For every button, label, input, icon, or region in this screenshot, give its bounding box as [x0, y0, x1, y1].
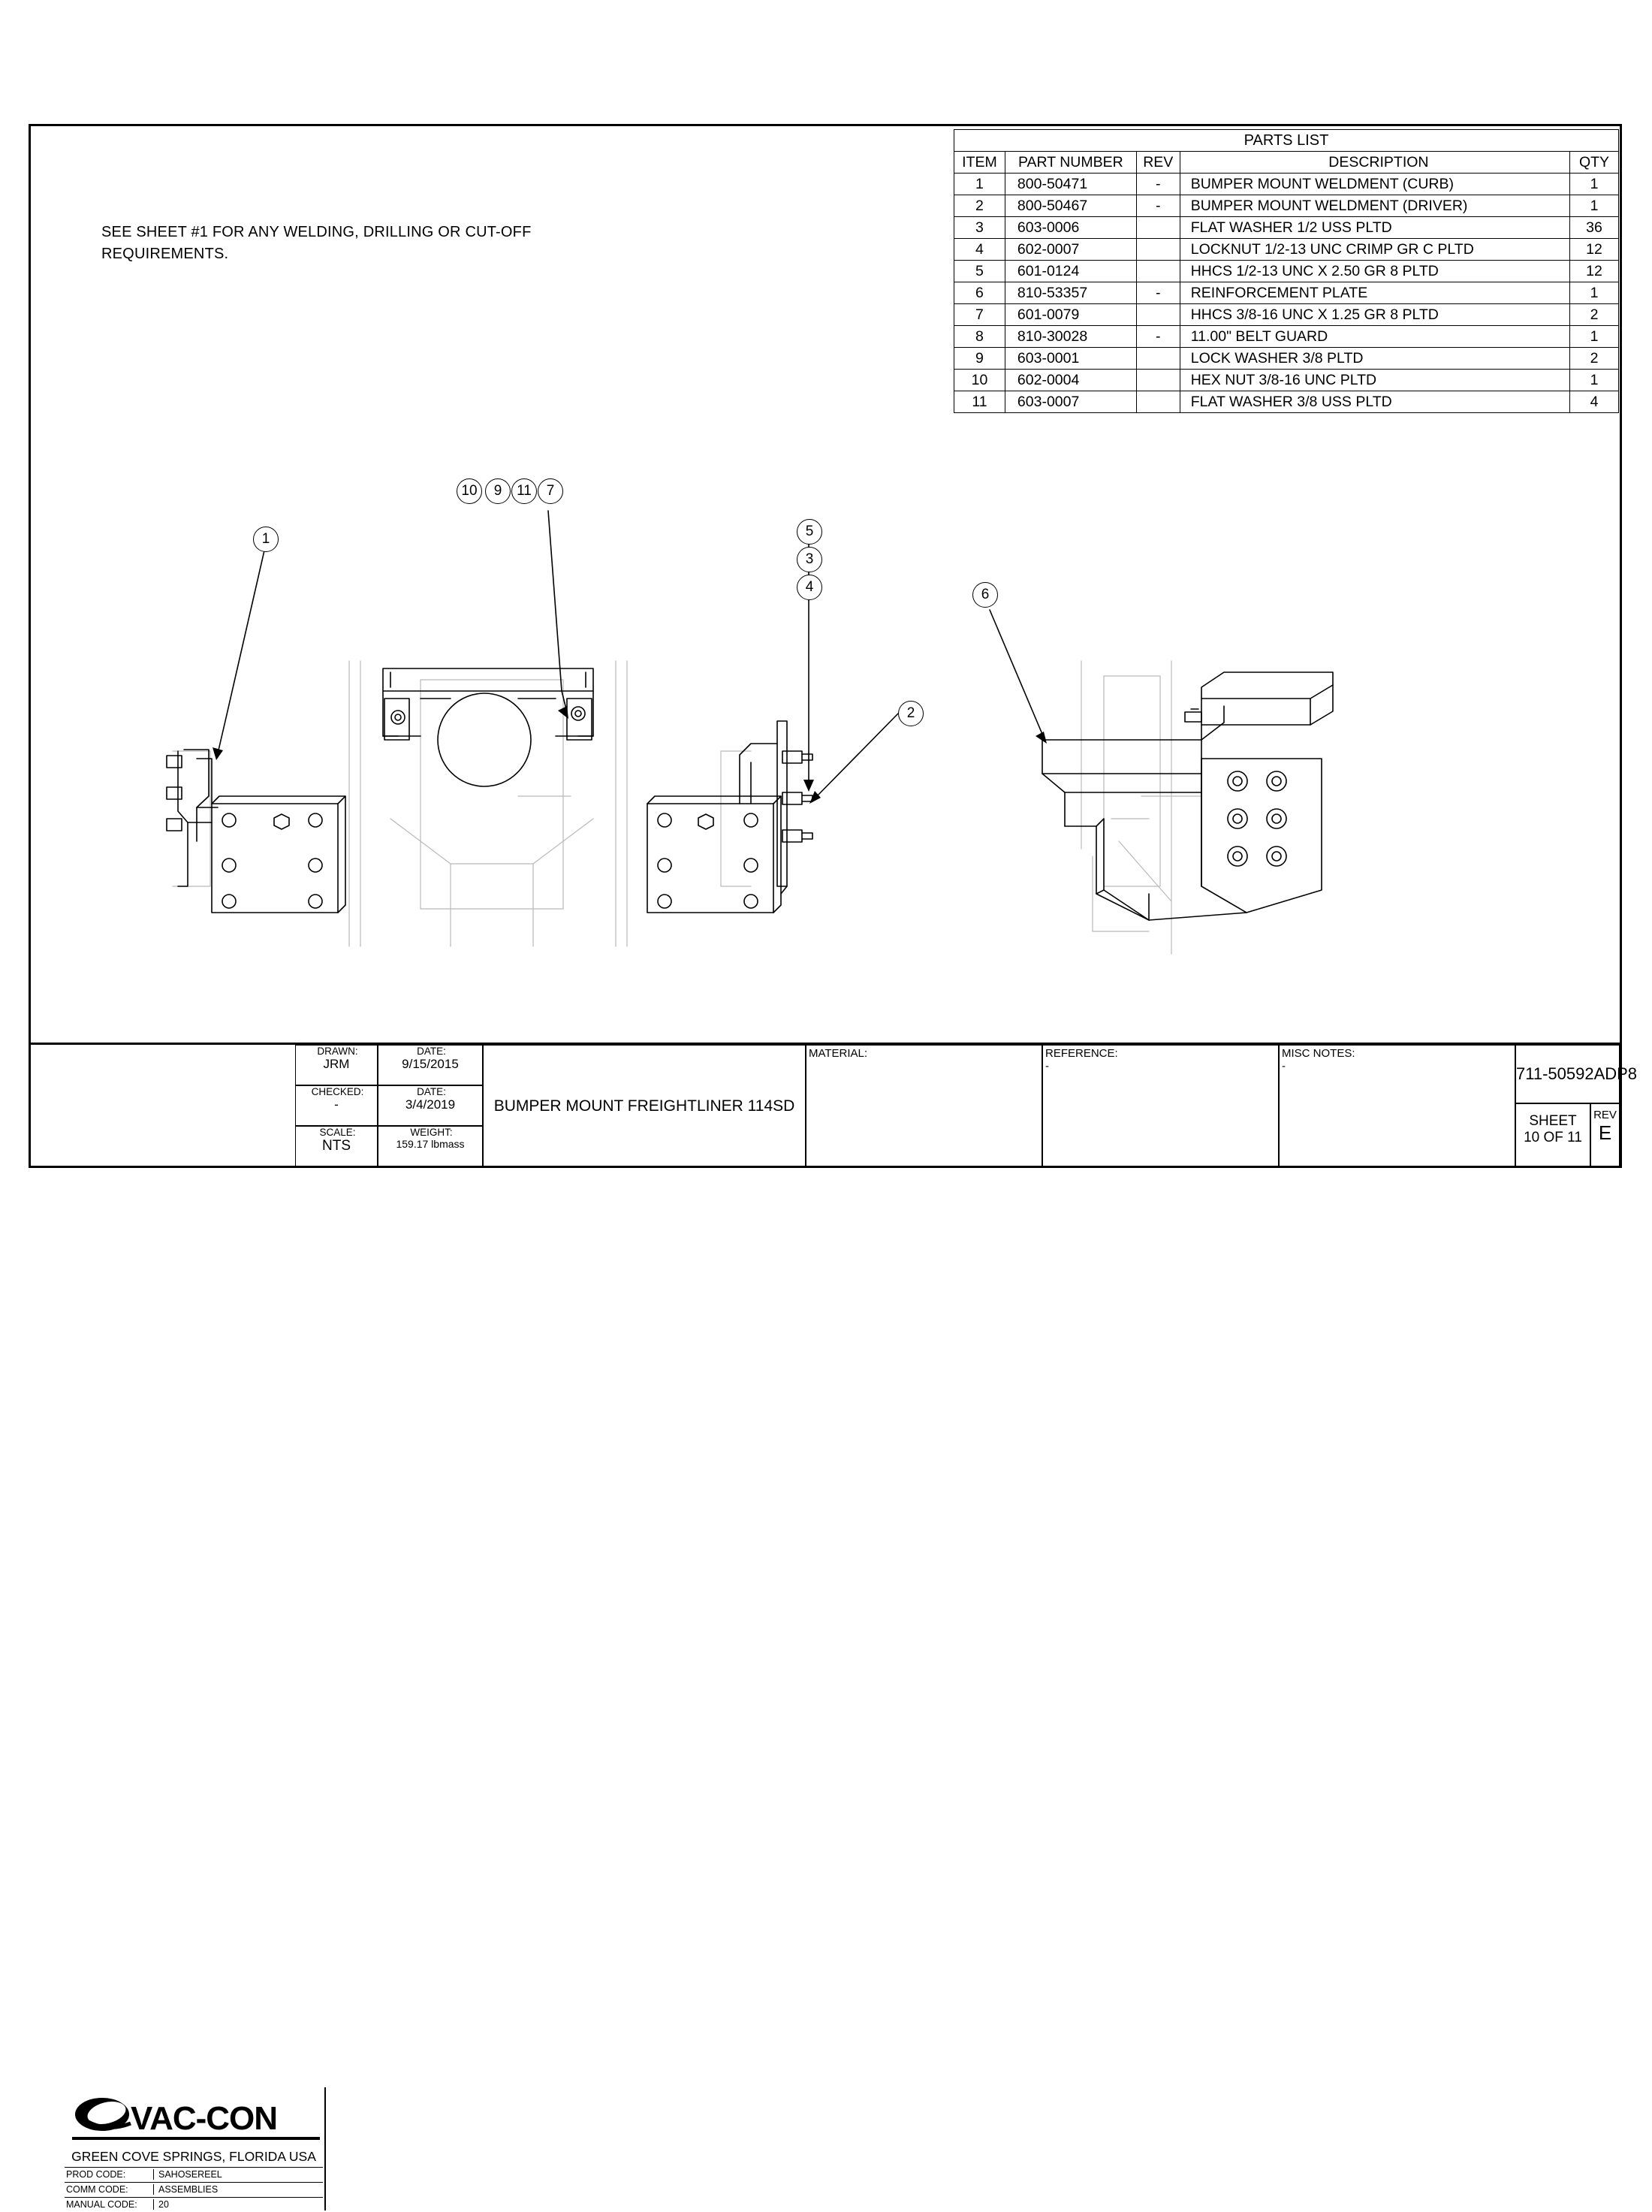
cell-part-number: 602-0007	[1005, 239, 1136, 261]
cell-rev	[1136, 304, 1180, 326]
comm-code-row	[65, 2182, 323, 2197]
weight-cell	[378, 1126, 483, 1168]
cell-part-number: 810-30028	[1005, 326, 1136, 348]
vac-con-logo-icon	[72, 2095, 320, 2144]
column-header-rev: REV	[1136, 152, 1180, 174]
drawn-by-value: JRM	[323, 1057, 350, 1071]
balloon-item-10[interactable]: 10	[457, 478, 482, 504]
table-row	[954, 217, 1619, 239]
cell-part-number: 601-0079	[1005, 304, 1136, 326]
title-block	[31, 1043, 1638, 2210]
parts-list-table	[954, 129, 1619, 413]
cell-description: HHCS 1/2-13 UNC X 2.50 GR 8 PLTD	[1180, 261, 1569, 282]
cell-part-number: 603-0001	[1005, 348, 1136, 370]
cell-part-number: 800-50467	[1005, 195, 1136, 217]
table-row	[954, 239, 1619, 261]
company-logo-block	[62, 2087, 326, 2210]
balloon-item-11[interactable]: 11	[511, 478, 537, 504]
cell-item: 3	[954, 217, 1005, 239]
cell-item: 5	[954, 261, 1005, 282]
parts-list-title-row	[954, 130, 1619, 152]
checked-by-cell	[295, 1085, 378, 1126]
balloon-item-1[interactable]: 1	[253, 527, 279, 552]
cell-description: REINFORCEMENT PLATE	[1180, 282, 1569, 304]
balloon-item-3[interactable]: 3	[797, 547, 822, 572]
sheet-label: SHEET	[1529, 1113, 1577, 1129]
comm-code-value: ASSEMBLIES	[153, 2184, 324, 2195]
cell-item: 11	[954, 391, 1005, 413]
reference-cell	[1042, 1045, 1279, 1168]
table-row	[954, 304, 1619, 326]
prod-code-label: PROD CODE:	[66, 2169, 126, 2180]
cell-qty: 1	[1570, 195, 1619, 217]
drawn-date-cell	[378, 1045, 483, 1085]
scale-label: SCALE:	[319, 1127, 356, 1138]
cell-description: LOCKNUT 1/2-13 UNC CRIMP GR C PLTD	[1180, 239, 1569, 261]
cell-qty: 12	[1570, 239, 1619, 261]
prod-code-row	[65, 2167, 323, 2182]
column-header-part-number: PART NUMBER	[1005, 152, 1136, 174]
manual-code-value: 20	[153, 2199, 324, 2210]
weight-value: 159.17 lbmass	[396, 1138, 465, 1150]
table-row	[954, 261, 1619, 282]
cell-part-number: 602-0004	[1005, 370, 1136, 391]
column-header-description: DESCRIPTION	[1180, 152, 1569, 174]
cell-description: BUMPER MOUNT WELDMENT (DRIVER)	[1180, 195, 1569, 217]
cell-rev: -	[1136, 282, 1180, 304]
table-row	[954, 326, 1619, 348]
checked-date-cell	[378, 1085, 483, 1126]
parts-list-title: PARTS LIST	[954, 130, 1619, 152]
balloon-item-6[interactable]: 6	[972, 582, 998, 608]
balloon-item-2[interactable]: 2	[898, 701, 924, 726]
cell-qty: 1	[1570, 282, 1619, 304]
cell-description: BUMPER MOUNT WELDMENT (CURB)	[1180, 174, 1569, 195]
cell-part-number: 601-0124	[1005, 261, 1136, 282]
cell-qty: 1	[1570, 370, 1619, 391]
checked-date-value: 3/4/2019	[405, 1097, 456, 1112]
cell-rev	[1136, 370, 1180, 391]
sheet-note: SEE SHEET #1 FOR ANY WELDING, DRILLING OR CUT-OFF REQUIREMENTS.	[101, 224, 532, 262]
scale-value: NTS	[322, 1138, 351, 1154]
table-row	[954, 195, 1619, 217]
drawn-by-cell	[295, 1045, 378, 1085]
misc-notes-cell	[1279, 1045, 1515, 1168]
scale-cell	[295, 1126, 378, 1168]
cell-description: HHCS 3/8-16 UNC X 1.25 GR 8 PLTD	[1180, 304, 1569, 326]
svg-text:VAC-CON: VAC-CON	[131, 2100, 278, 2137]
checked-by-label: CHECKED:	[311, 1086, 364, 1097]
cell-qty: 36	[1570, 217, 1619, 239]
cell-item: 10	[954, 370, 1005, 391]
column-header-item: ITEM	[954, 152, 1005, 174]
balloon-item-9[interactable]: 9	[485, 478, 511, 504]
cell-item: 9	[954, 348, 1005, 370]
table-row	[954, 174, 1619, 195]
revision-value: E	[1598, 1121, 1612, 1144]
drawing-title: BUMPER MOUNT FREIGHTLINER 114SD	[493, 1097, 795, 1115]
misc-notes-value: -	[1282, 1060, 1286, 1073]
balloon-item-4[interactable]: 4	[797, 575, 822, 600]
balloon-item-7[interactable]: 7	[538, 478, 563, 504]
drawing-title-cell	[483, 1045, 806, 1168]
manual-code-label: MANUAL CODE:	[66, 2199, 137, 2210]
parts-list-header-row	[954, 152, 1619, 174]
balloon-item-5[interactable]: 5	[797, 519, 822, 545]
table-row	[954, 370, 1619, 391]
cell-rev: -	[1136, 174, 1180, 195]
revision-cell	[1590, 1103, 1620, 1168]
prod-code-value: SAHOSEREEL	[153, 2169, 324, 2180]
comm-code-label: COMM CODE:	[66, 2184, 128, 2195]
reference-label: REFERENCE:	[1045, 1047, 1118, 1060]
checked-date-label: DATE:	[417, 1086, 446, 1097]
cell-item: 1	[954, 174, 1005, 195]
cell-part-number: 603-0007	[1005, 391, 1136, 413]
material-cell	[806, 1045, 1042, 1168]
drawn-date-value: 9/15/2015	[402, 1057, 459, 1071]
cell-rev	[1136, 261, 1180, 282]
material-label: MATERIAL:	[809, 1047, 868, 1060]
cell-part-number: 603-0006	[1005, 217, 1136, 239]
manual-code-row	[65, 2197, 323, 2212]
cell-description: LOCK WASHER 3/8 PLTD	[1180, 348, 1569, 370]
drawing-number-cell	[1515, 1045, 1638, 1103]
cell-qty: 1	[1570, 174, 1619, 195]
table-row	[954, 348, 1619, 370]
cell-description: FLAT WASHER 1/2 USS PLTD	[1180, 217, 1569, 239]
company-location: GREEN COVE SPRINGS, FLORIDA USA	[71, 2149, 316, 2164]
cell-item: 2	[954, 195, 1005, 217]
sheet-value: 10 OF 11	[1524, 1130, 1582, 1145]
cell-item: 6	[954, 282, 1005, 304]
cell-qty: 2	[1570, 348, 1619, 370]
cell-rev	[1136, 239, 1180, 261]
cell-item: 4	[954, 239, 1005, 261]
cell-description: HEX NUT 3/8-16 UNC PLTD	[1180, 370, 1569, 391]
weight-label: WEIGHT:	[410, 1127, 453, 1138]
cell-qty: 12	[1570, 261, 1619, 282]
cell-qty: 4	[1570, 391, 1619, 413]
cell-rev	[1136, 348, 1180, 370]
column-header-qty: QTY	[1570, 152, 1619, 174]
sheet-number-cell	[1515, 1103, 1590, 1168]
checked-by-value: -	[334, 1097, 339, 1112]
table-row	[954, 282, 1619, 304]
cell-rev: -	[1136, 326, 1180, 348]
cell-part-number: 800-50471	[1005, 174, 1136, 195]
reference-value: -	[1045, 1060, 1049, 1073]
drawn-by-label: DRAWN:	[317, 1046, 358, 1057]
cell-rev: -	[1136, 195, 1180, 217]
cell-item: 7	[954, 304, 1005, 326]
cell-rev	[1136, 217, 1180, 239]
revision-label: REV	[1593, 1109, 1617, 1121]
cell-qty: 2	[1570, 304, 1619, 326]
table-row	[954, 391, 1619, 413]
cell-description: FLAT WASHER 3/8 USS PLTD	[1180, 391, 1569, 413]
cell-qty: 1	[1570, 326, 1619, 348]
misc-notes-label: MISC NOTES:	[1282, 1047, 1355, 1060]
drawing-number: 711-50592ADP8	[1516, 1064, 1638, 1083]
cell-description: 11.00" BELT GUARD	[1180, 326, 1569, 348]
drawn-date-label: DATE:	[417, 1046, 446, 1057]
cell-item: 8	[954, 326, 1005, 348]
cell-part-number: 810-53357	[1005, 282, 1136, 304]
cell-rev	[1136, 391, 1180, 413]
